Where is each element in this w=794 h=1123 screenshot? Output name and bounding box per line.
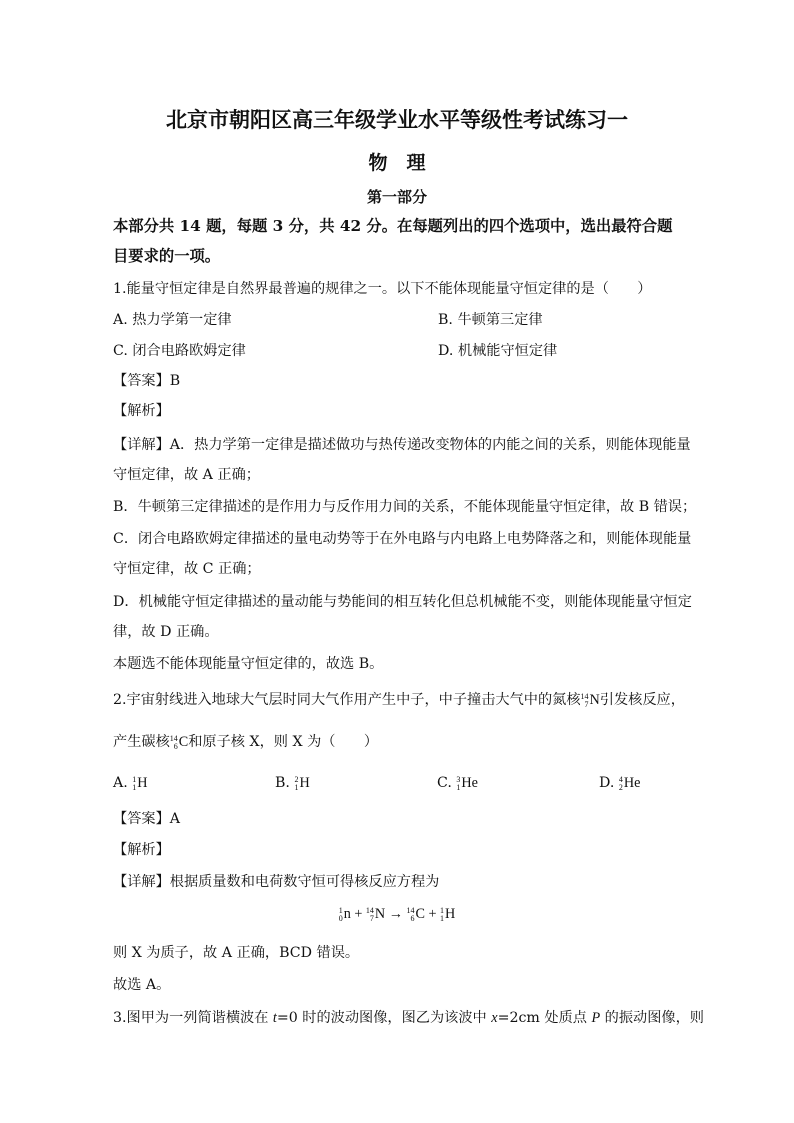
nuclear-equation xyxy=(0,906,794,923)
nuclide-mass: 14 xyxy=(580,691,589,701)
carbon-nuclide xyxy=(406,906,424,923)
q1-detail-line: C．闭合电路欧姆定律描述的量电动势等于在外电路与内电路上电势降落之和，则能体现能量 xyxy=(113,531,692,547)
option-nuclide xyxy=(456,773,478,793)
q3-text-c: =2cm 处质点 xyxy=(497,1010,592,1026)
nuclide-charge: 2 xyxy=(618,782,623,792)
nuclide-symbol: H xyxy=(445,906,456,922)
q2-line2-text-b: 和原子核 X，则 X 为（ ） xyxy=(188,734,379,750)
nuclide-charge: 1 xyxy=(456,782,461,792)
carbon-nuclide xyxy=(170,732,188,752)
nuclide-mass: 14 xyxy=(365,905,374,915)
q1-detail-line: 守恒定律，故 C 正确； xyxy=(113,561,261,577)
nuclide-charge: 7 xyxy=(584,699,589,709)
nuclide-symbol: C xyxy=(178,734,189,750)
q1-option-c: C. 闭合电路欧姆定律 xyxy=(113,343,246,359)
nuclide-mass: 1 xyxy=(440,905,445,915)
intro-line-1: 本部分共 14 题，每题 3 分，共 42 分。在每题列出的四个选项中，选出最符合题 xyxy=(113,217,673,235)
q2-option-a xyxy=(113,773,148,793)
q2-line2-text-a: 产生碳核 xyxy=(113,734,170,750)
nuclide-symbol: H xyxy=(137,775,148,791)
nuclide-symbol: He xyxy=(623,775,641,791)
q1-option-a: A. 热力学第一定律 xyxy=(113,312,232,328)
nuclide-charge: 6 xyxy=(410,913,415,923)
nuclide-mass: 3 xyxy=(456,774,461,784)
q2-analysis-heading: 【解析】 xyxy=(113,842,170,858)
option-nuclide xyxy=(619,773,641,793)
nitrogen-nuclide xyxy=(366,906,385,923)
q1-conclusion: 本题选不能体现能量守恒定律的，故选 B。 xyxy=(113,656,384,672)
nuclide-symbol: n xyxy=(343,906,351,922)
nuclide-symbol: N xyxy=(374,906,386,922)
q3-stem xyxy=(113,1008,704,1028)
nuclide-mass: 14 xyxy=(169,733,178,743)
nuclide-symbol: N xyxy=(589,692,600,708)
q2-stem-text-b: 引发核反应， xyxy=(599,692,685,708)
q2-answer: 【答案】A xyxy=(113,811,180,827)
option-letter: B. xyxy=(275,775,290,791)
option-letter: A. xyxy=(113,775,128,791)
q2-option-c xyxy=(437,773,478,793)
q1-detail-line: D．机械能守恒定律描述的量动能与势能间的相互转化但总机械能不变，则能体现能量守恒定 xyxy=(113,594,692,610)
nuclide-mass: 4 xyxy=(618,774,623,784)
nuclide-symbol: H xyxy=(299,775,310,791)
nuclide-mass: 1 xyxy=(132,774,137,784)
q3-text-a: 3.图甲为一列简谐横波在 xyxy=(113,1010,273,1026)
intro-line-2: 目要求的一项。 xyxy=(113,247,221,265)
q3-text-d: 的振动图像，则 xyxy=(600,1010,704,1026)
q1-analysis-heading: 【解析】 xyxy=(113,403,170,419)
nuclide-symbol: C xyxy=(415,906,425,922)
hydrogen-nuclide xyxy=(440,906,455,923)
option-letter: C. xyxy=(437,775,452,791)
nuclide-charge: 1 xyxy=(294,782,299,792)
nuclide-mass: 1 xyxy=(338,905,343,915)
neutron-nuclide xyxy=(339,906,351,923)
q1-detail-line: 【详解】A．热力学第一定律是描述做功与热传递改变物体的内能之间的关系，则能体现能量 xyxy=(113,437,691,453)
q2-final: 故选 A。 xyxy=(113,977,171,993)
q1-answer: 【答案】B xyxy=(113,373,181,389)
part-heading: 第一部分 xyxy=(366,188,427,206)
q2-stem-line-1 xyxy=(113,690,685,710)
nuclide-charge: 0 xyxy=(338,913,343,923)
nuclide-mass: 2 xyxy=(294,774,299,784)
q1-stem: 1.能量守恒定律是自然界最普遍的规律之一。以下不能体现能量守恒定律的是（ ） xyxy=(113,281,652,297)
q3-text-b: =0 时的波动图像，图乙为该波中 xyxy=(276,1010,492,1026)
q3-var-x: x xyxy=(491,1010,498,1026)
q2-stem-text-a: 2.宇宙射线进入地球大气层时同大气作用产生中子，中子撞击大气中的氮核 xyxy=(113,692,581,708)
q3-var-p: P xyxy=(591,1010,601,1026)
q2-option-d xyxy=(599,773,640,793)
exam-title: 北京市朝阳区高三年级学业水平等级性考试练习一 xyxy=(166,107,628,132)
option-nuclide xyxy=(294,773,309,793)
nuclide-charge: 6 xyxy=(173,741,178,751)
q1-detail-line: 守恒定律，故 A 正确； xyxy=(113,467,260,483)
q2-detail: 【详解】根据质量数和电荷数守恒可得核反应方程为 xyxy=(113,874,440,890)
option-letter: D. xyxy=(599,775,615,791)
plus-sign: + xyxy=(354,906,363,922)
plus-sign: + xyxy=(428,906,437,922)
q1-option-d: D. 机械能守恒定律 xyxy=(438,343,558,359)
q1-detail-line: 律，故 D 正确。 xyxy=(113,624,219,640)
q3-var-t: t xyxy=(272,1010,277,1026)
q2-option-b xyxy=(275,773,310,793)
q1-detail-line: B．牛顿第三定律描述的是作用力与反作用力间的关系，不能体现能量守恒定律，故 B 错误； xyxy=(113,499,697,515)
nitrogen-nuclide xyxy=(581,690,600,710)
nuclide-symbol: He xyxy=(461,775,478,791)
option-nuclide xyxy=(132,773,147,793)
nuclide-mass: 14 xyxy=(406,905,415,915)
nuclide-charge: 7 xyxy=(369,913,374,923)
q2-conclusion: 则 X 为质子，故 A 正确，BCD 错误。 xyxy=(113,945,360,961)
nuclide-charge: 1 xyxy=(132,782,137,792)
nuclide-charge: 1 xyxy=(440,913,445,923)
reaction-arrow: → xyxy=(388,906,403,922)
q1-option-b: B. 牛顿第三定律 xyxy=(438,312,543,328)
subject-title: 物 理 xyxy=(368,152,426,174)
q2-stem-line-2 xyxy=(113,732,378,752)
